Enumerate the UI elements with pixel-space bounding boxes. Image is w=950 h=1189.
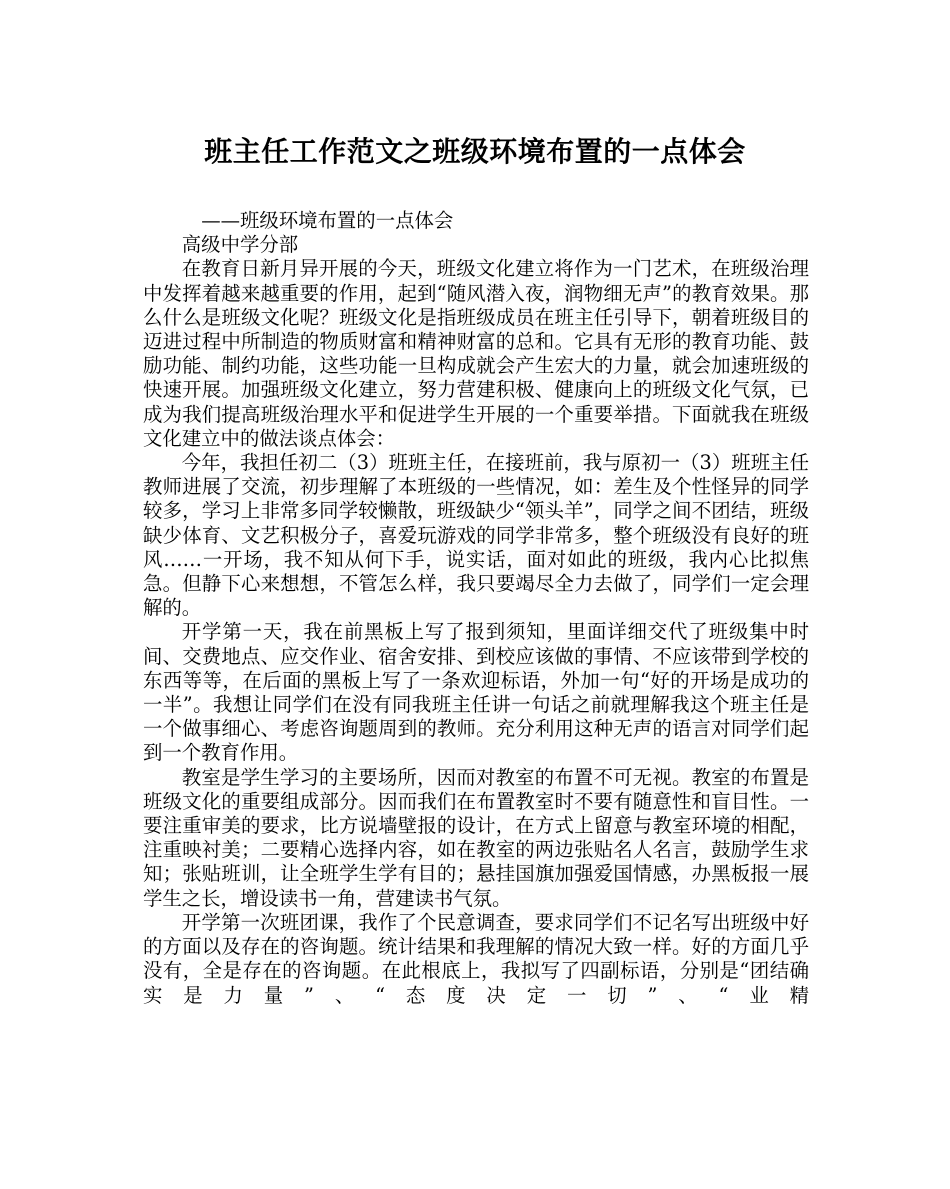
paragraph-4: 教室是学生学习的主要场所，因而对教室的布置不可无视。教室的布置是班级文化的重要组成部分。因而我们在布置教室时不要有随意性和盲目性。一要注重审美的要求，比方说墙壁报的设计，在方式上留意与教室环境的相配，注重映衬美；二要精心选择内容，如在教室的两边张贴名人名言，鼓励学生求知；张贴班训，让全班学生学有目的；悬挂国旗加强爱国情感，办黑板报一展学生之长，增设读书一角，营建读书气氛。 (143, 765, 809, 910)
document-subtitle: ——班级环境布置的一点体会 (201, 209, 454, 232)
paragraph-2: 今年，我担任初二（3）班班主任，在接班前，我与原初一（3）班班主任教师进展了交流，初步理解了本班级的一些情况，如：差生及个性怪异的同学较多，学习上非常多同学较懒散，班级缺少“领头羊”，同学之间不团结，班级缺少体育、文艺积极分子，喜爱玩游戏的同学非常多，整个班级没有良好的班风……一开场，我不知从何下手，说实话，面对如此的班级，我内心比拟焦急。但静下心来想想，不管怎么样，我只要竭尽全力去做了，同学们一定会理解的。 (143, 451, 809, 620)
paragraph-5: 开学第一次班团课，我作了个民意调查，要求同学们不记名写出班级中好的方面以及存在的咨询题。统计结果和我理解的情况大致一样。好的方面几乎没有，全是存在的咨询题。在此根底上，我拟写了四副标语，分别是“团结确实是力量”、“态度决定一切”、“业精 (143, 910, 809, 1007)
document-body (143, 209, 809, 1008)
paragraph-3: 开学第一天，我在前黑板上写了报到须知，里面详细交代了班级集中时间、交费地点、应交作业、宿舍安排、到校应该做的事情、不应该带到学校的东西等等，在后面的黑板上写了一条欢迎标语，外加一句“好的开场是成功的一半”。我想让同学们在没有同我班主任讲一句话之前就理解我这个班主任是一个做事细心、考虑咨询题周到的教师。充分利用这种无声的语言对同学们起到一个教育作用。 (143, 620, 809, 765)
paragraph-1: 在教育日新月异开展的今天，班级文化建立将作为一门艺术，在班级治理中发挥着越来越重要的作用，起到“随风潜入夜，润物细无声”的教育效果。那么什么是班级文化呢？班级文化是指班级成员在班主任引导下，朝着班级目的迈进过程中所制造的物质财富和精神财富的总和。它具有无形的教育功能、鼓励功能、制约功能，这些功能一旦构成就会产生宏大的力量，就会加速班级的快速开展。加强班级文化建立，努力营建积极、健康向上的班级文化气氛，已成为我们提高班级治理水平和促进学生开展的一个重要举措。下面就我在班级文化建立中的做法谈点体会： (143, 257, 809, 450)
document-title: 班主任工作范文之班级环境布置的一点体会 (204, 135, 746, 168)
document-department: 高级中学分部 (181, 233, 299, 257)
